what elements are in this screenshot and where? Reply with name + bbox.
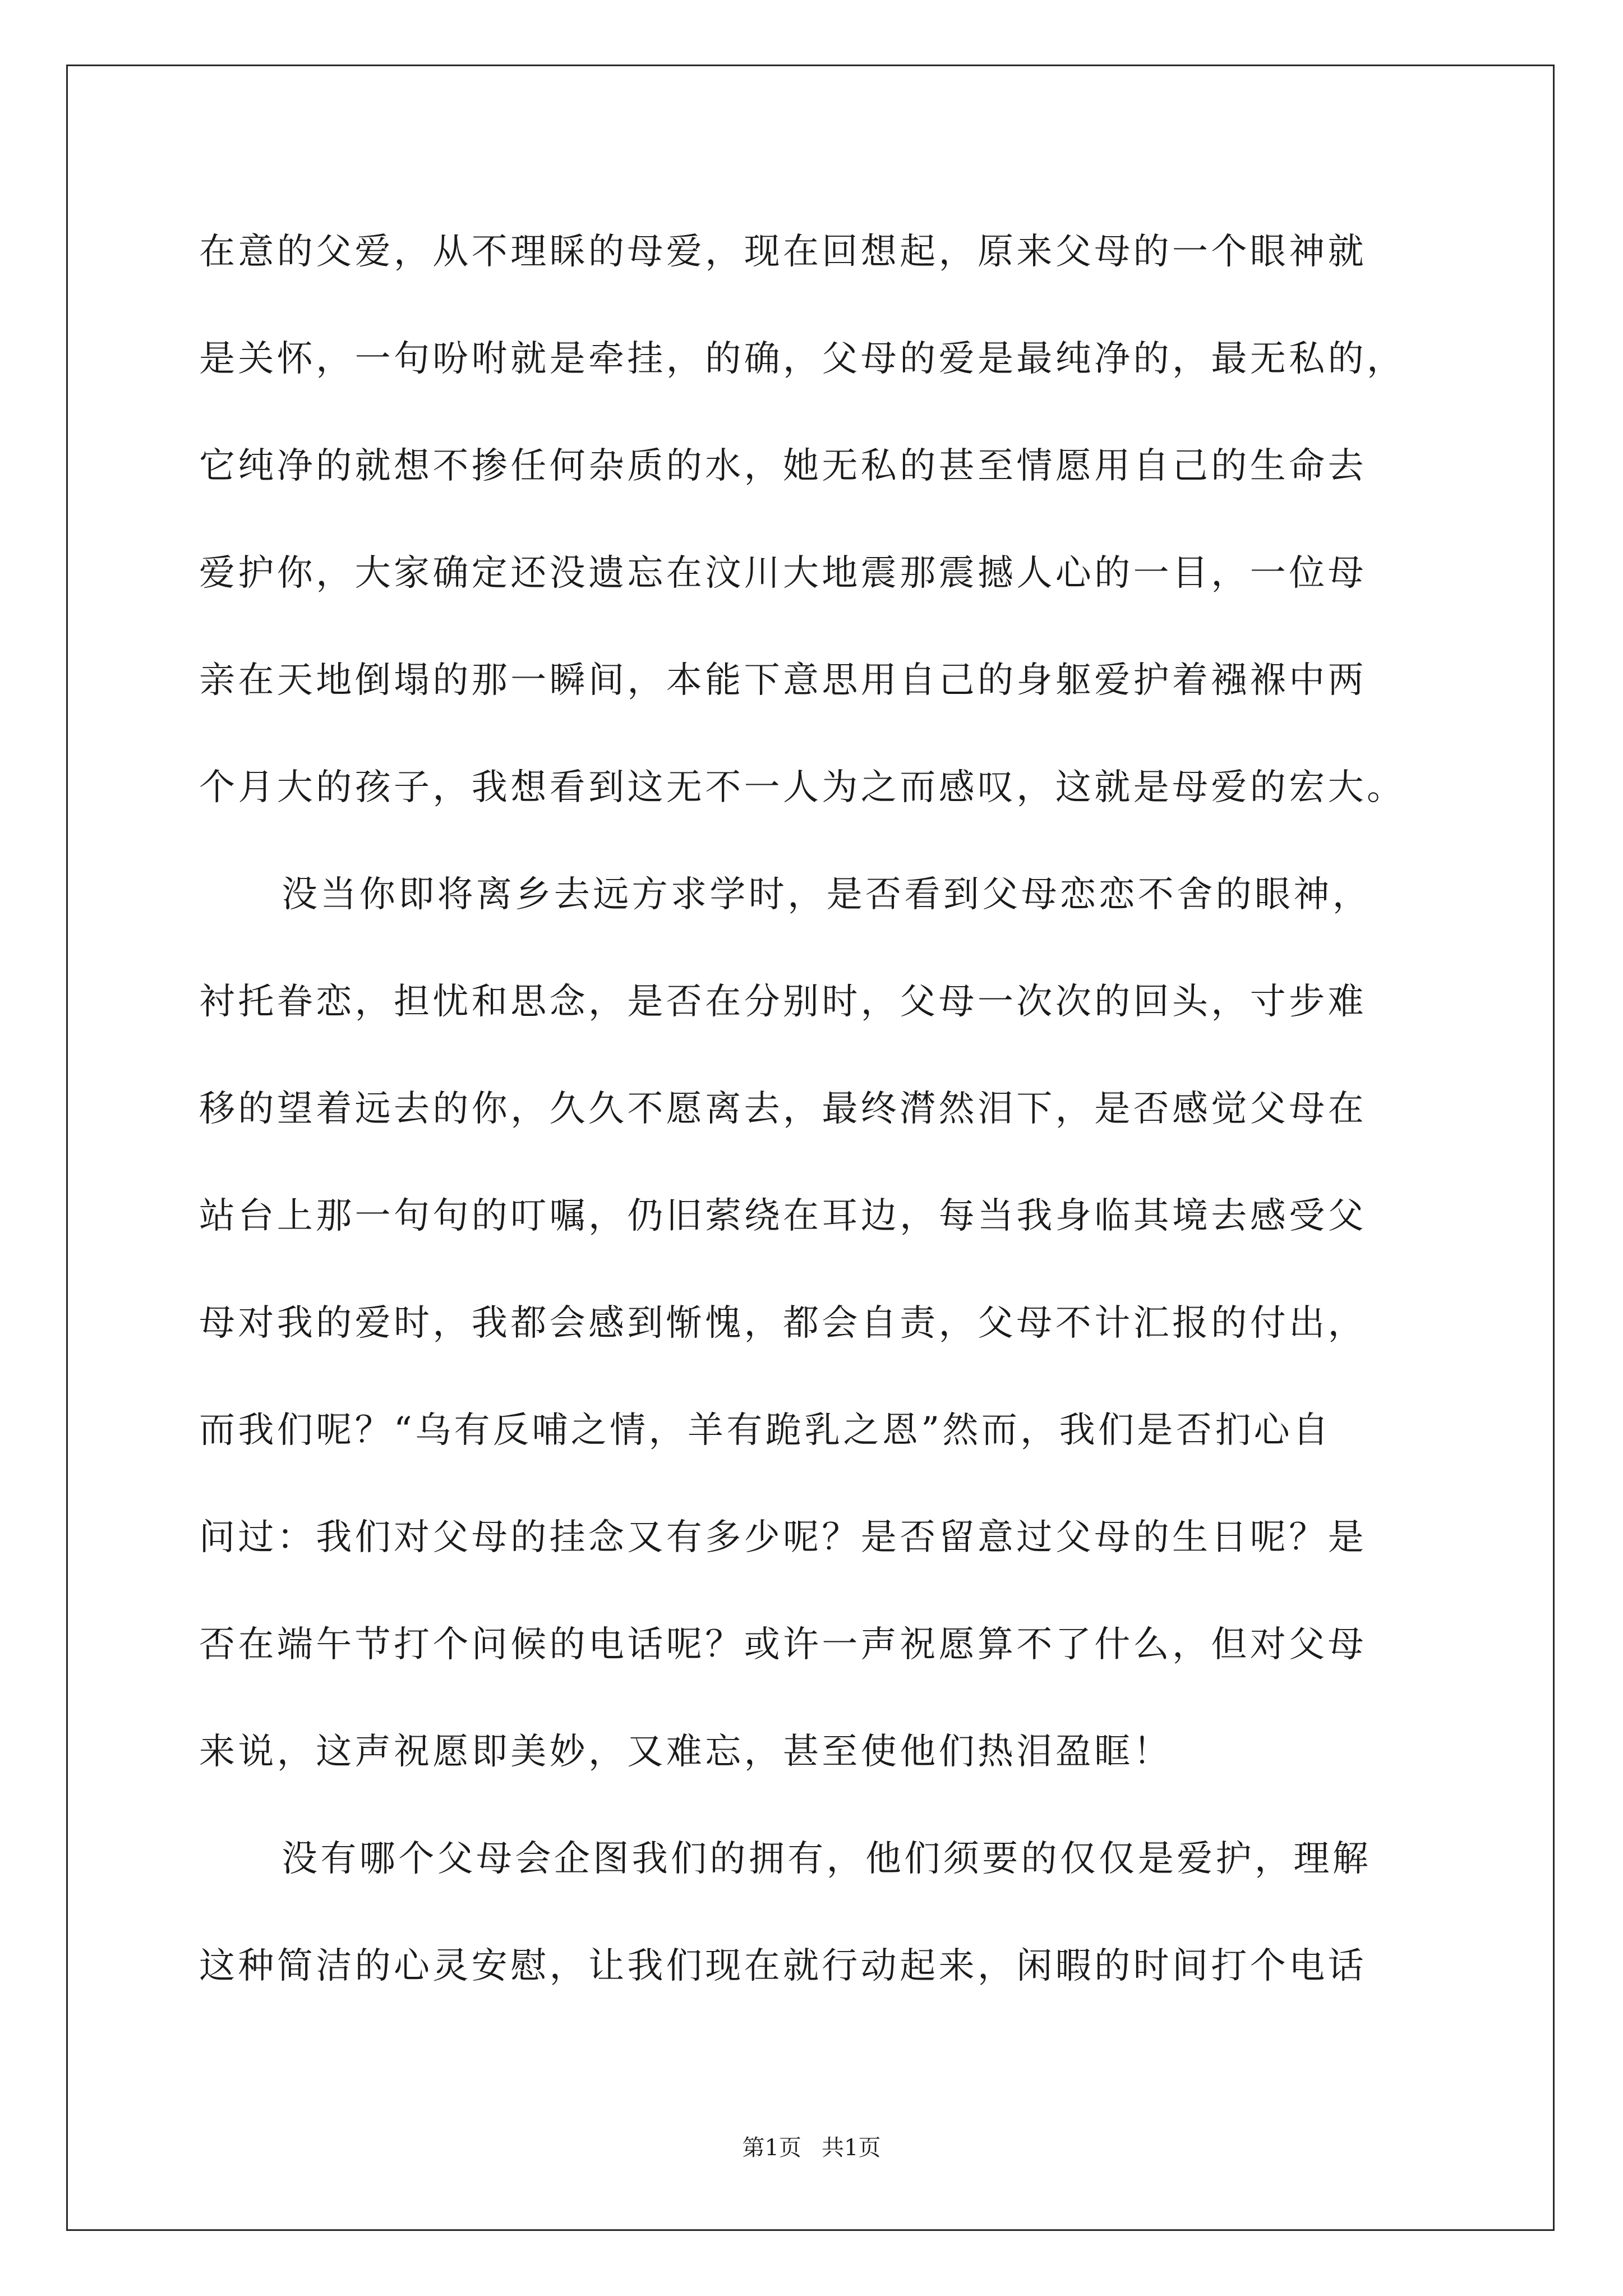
page-number-current: 第1页 [742,2135,801,2161]
text-line-12: 而我们呢？“乌有反哺之情，羊有跪乳之恩”然而，我们是否扪心自 [199,1410,1332,1451]
paragraph-3-first-line: 没有哪个父母会企图我们的拥有，他们须要的仅仅是爱护，理解 [282,1838,1372,1880]
page-footer [0,2134,1623,2162]
paragraph-2-first-line: 没当你即将离乡去远方求学时，是否看到父母恋恋不舍的眼神， [282,874,1372,915]
text-line-5: 亲在天地倒塌的那一瞬间，本能下意思用自己的身躯爱护着襁褓中两 [199,660,1367,701]
text-line-1: 在意的父爱，从不理睬的母爱，现在回想起，原来父母的一个眼神就 [199,231,1367,273]
text-line-3: 它纯净的就想不掺任何杂质的水，她无私的甚至情愿用自己的生命去 [199,445,1367,487]
text-line-13: 问过：我们对父母的挂念又有多少呢？是否留意过父母的生日呢？是 [199,1517,1367,1558]
text-line-8: 衬托眷恋，担忧和思念，是否在分别时，父母一次次的回头，寸步难 [199,981,1367,1023]
text-line-15: 来说，这声祝愿即美妙，又难忘，甚至使他们热泪盈眶！ [199,1731,1172,1773]
document-body [199,216,1427,2037]
text-line-14: 否在端午节打个问候的电话呢？或许一声祝愿算不了什么，但对父母 [199,1624,1367,1665]
text-line-9: 移的望着远去的你，久久不愿离去，最终潸然泪下，是否感觉父母在 [199,1088,1367,1130]
text-line-2: 是关怀，一句吩咐就是牵挂，的确，父母的爱是最纯净的，最无私的， [199,338,1406,380]
text-line-10: 站台上那一句句的叮嘱，仍旧萦绕在耳边，每当我身临其境去感受父 [199,1195,1367,1237]
text-line-17: 这种简洁的心灵安慰，让我们现在就行动起来，闲暇的时间打个电话 [199,1945,1367,1987]
page-number-total: 共1页 [822,2135,881,2161]
text-line-6: 个月大的孩子，我想看到这无不一人为之而感叹，这就是母爱的宏大。 [199,767,1406,808]
text-line-4: 爱护你，大家确定还没遗忘在汶川大地震那震撼人心的一目，一位母 [199,553,1367,594]
text-line-11: 母对我的爱时，我都会感到惭愧，都会自责，父母不计汇报的付出， [199,1303,1367,1344]
